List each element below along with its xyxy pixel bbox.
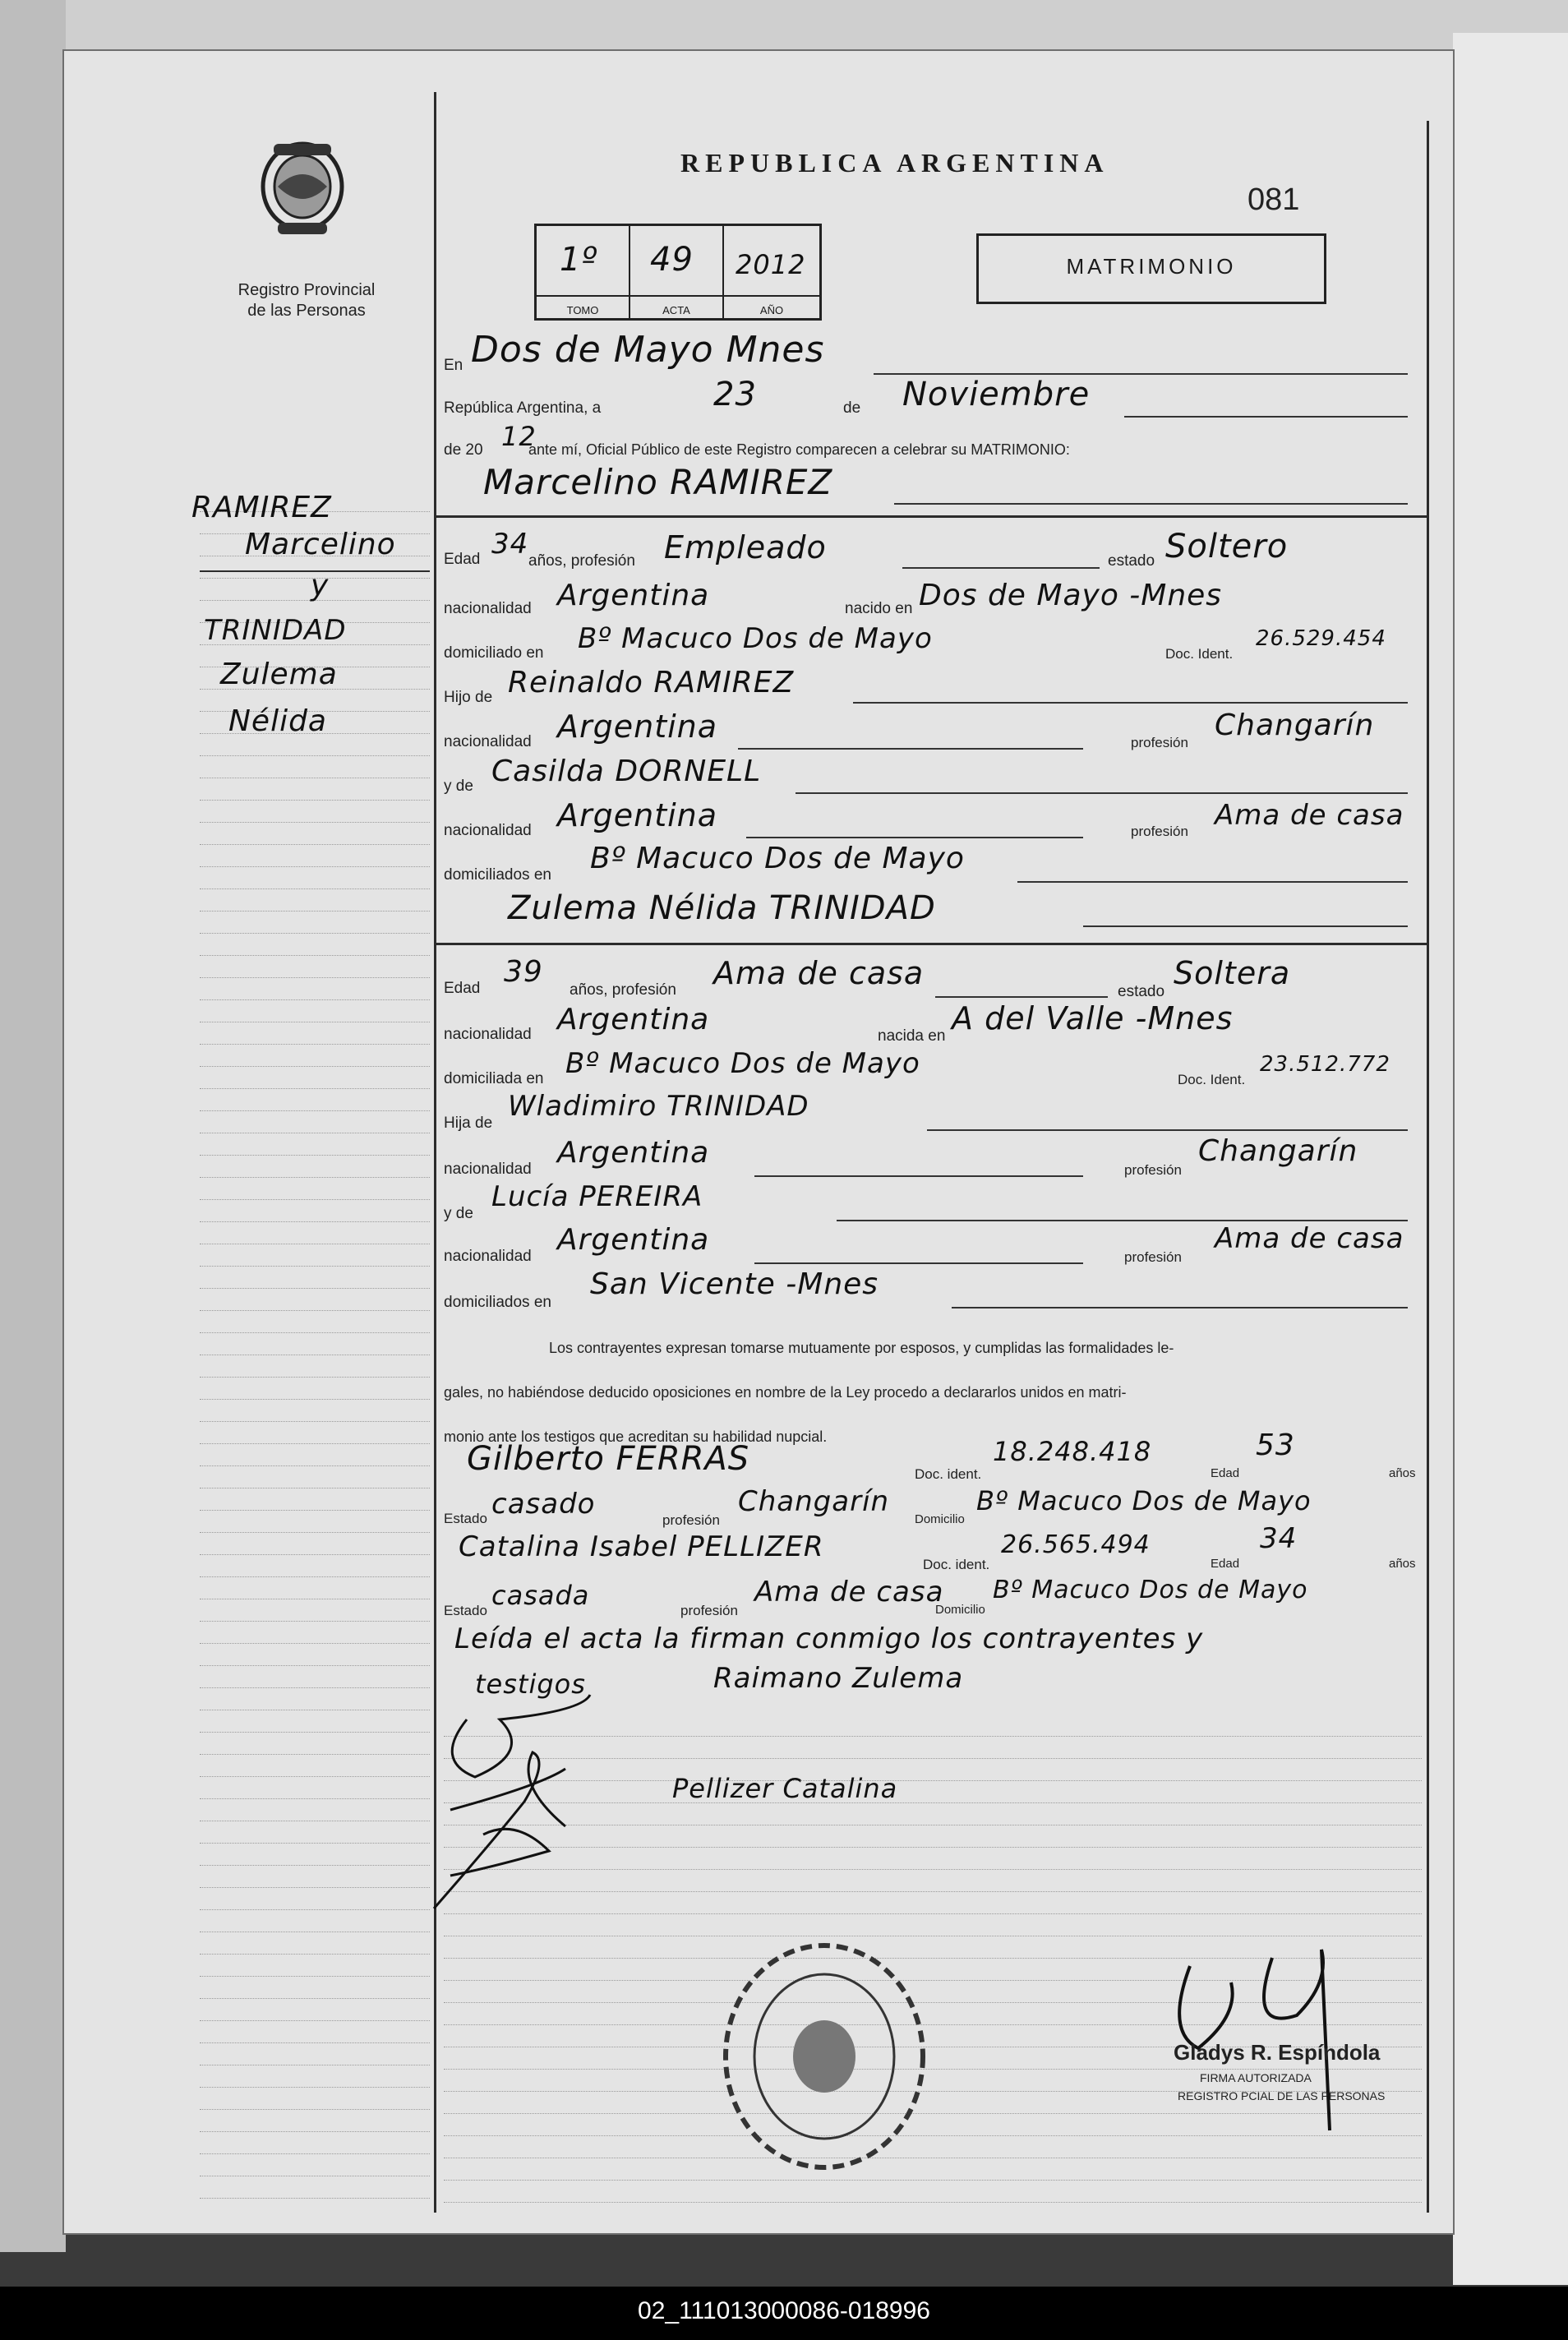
witness1-doc: 18.248.418 [993,1436,1152,1467]
ruled-line [200,1088,430,1089]
bride-birthplace: A del Valle -Mnes [952,1000,1234,1036]
groom-mother-profession: Ama de casa [1215,799,1404,832]
bride-address: Bº Macuco Dos de Mayo [565,1047,920,1080]
margin-conjunction: y [311,569,330,602]
background-top [0,0,1568,58]
ruled-line [200,1288,430,1289]
groom-name: Marcelino RAMIREZ [483,462,833,502]
ruled-line [200,933,430,934]
ruled-line [200,888,430,889]
margin-name3: Nélida [228,704,327,738]
ruled-line [200,1643,430,1644]
ruled-line [200,1887,430,1888]
tomo-value: 1º [560,241,598,279]
signature-text2: Pellizer Catalina [672,1773,898,1804]
ruled-line [200,1909,430,1910]
book-reference-box [534,224,822,321]
act-type: MATRIMONIO [1066,254,1237,279]
ruled-line [200,866,430,867]
groom-address: Bº Macuco Dos de Mayo [578,622,933,655]
ruled-line [200,1510,430,1511]
agency-line1: Registro Provincial [238,281,376,299]
ruled-line [200,1044,430,1045]
groom-doc: 26.529.454 [1256,626,1386,651]
ruled-line [200,1155,430,1156]
witness1-status: casado [491,1488,596,1521]
ruled-line [200,1532,430,1533]
ruled-line [200,1976,430,1977]
acta-value: 49 [650,241,694,279]
witness1-age: 53 [1256,1428,1295,1462]
ruled-line [200,1443,430,1444]
ruled-line [200,1843,430,1844]
groom-parents-address: Bº Macuco Dos de Mayo [590,842,965,875]
witness1-address: Bº Macuco Dos de Mayo [976,1485,1312,1516]
closing-handwritten-line2: testigos [475,1668,586,1700]
ruled-line [200,1621,430,1622]
ruled-line [200,755,430,756]
ruled-line [200,2131,430,2132]
tomo-label: TOMO [566,304,599,316]
official-title1: FIRMA AUTORIZADA [1200,2071,1312,2084]
bride-profession: Ama de casa [713,955,925,991]
day: 23 [713,376,757,413]
ruled-line [200,955,430,956]
ruled-line [200,1110,430,1111]
country-title: REPUBLICA ARGENTINA [680,148,1109,178]
ruled-line [200,2042,430,2043]
ruled-line [200,977,430,978]
ruled-line [200,1687,430,1688]
ruled-line [200,1399,430,1400]
bride-signature-icon [417,1662,631,1925]
ruled-line [200,1776,430,1777]
ruled-line [200,2153,430,2154]
bride-mother: Lucía PEREIRA [491,1180,703,1213]
groom-mother-nationality: Argentina [557,797,718,833]
ano-label: AÑO [759,304,784,316]
register-page: Registro Provincial de las Personas REPUBLICA ARGENTINA 081 1º TOMO 49 ACTA 2012 AÑO MATRIMONIO RAMIREZ Marcelino y TRINIDAD Zulema Nélida En Dos de Mayo Mnes República Argentina, a 23 de Noviembre de 20 12 ante mí, Oficial Público de este Registro comparecen a celebrar su MATRIMONIO: Marcelino RAMIREZ Edad 34 años, profesión Empleado estado Soltero nacionalidad Argentina nacido en Dos de Mayo -Mnes domiciliado en Bº Macuco Dos de Mayo Doc. Ident. 26.529.454 Hijo de Reinaldo RAMIREZ nacionalidad Argentina profesión Changarín y de Casilda DORNELL nacionalidad Argentina profesión Ama de casa domiciliados en Bº Macuco Dos de Mayo Zulema Nélida TRINIDAD Edad 39 años, profesión Ama de casa estado Soltera nacionalidad Argentina nacida en A del Valle -Mnes domiciliada en Bº Macuco Dos de Mayo Doc. Ident. 23.512.772 Hija de Wladimiro TRINIDAD nacionalidad Argentina profesión Changarín y de Lucía PEREIRA nacionalidad Argentina profesión Ama de casa domiciliados en San Vicente -Mnes Los contrayentes expresan tomarse mutuamente por esposos, y cumplidas las formalidades le- gales, no habiéndose deducido oposiciones en nombre de la Ley procedo a declararlos unidos en matri- monio ante los testigos que acreditan su habilidad nupcial. Gilberto FERRAS Doc. ident. 18.248.418 Edad 53 años Estado casado profesión Changarín Domicilio Bº Macuco Dos de Mayo Catalina Isabel PELLIZER Doc. ident. 26.565.494 Edad 34 años Estado casada profesión Ama de casa Domicilio Bº Macuco Dos de Mayo Leída el acta la firman conmigo los contrayentes y testigos Raimano Zulema Pellizer Catalina Gladys R. Espíndola FIRMA AUTORIZADA REGISTRO PCIAL DE LAS PERSONAS [64,51,1453,2233]
ruled-line [444,2180,1422,2181]
groom-father: Reinaldo RAMIREZ [508,666,795,699]
ruled-line [200,2198,430,2199]
groom-profession: Empleado [664,529,827,565]
ruled-line [200,1554,430,1555]
book-edge [1453,33,1568,2285]
background-left [0,0,66,2252]
witness1-name: Gilberto FERRAS [467,1440,750,1478]
ruled-line [200,1665,430,1666]
ruled-line [200,844,430,845]
ruled-line [200,911,430,912]
witness2-doc: 26.565.494 [1001,1530,1151,1559]
ruled-line [200,1377,430,1378]
intro-text: ante mí, Oficial Público de este Registro comparecen a celebrar su MATRIMONIO: [528,441,1070,458]
bride-parents-address: San Vicente -Mnes [590,1267,879,1301]
ruled-line [200,1177,430,1178]
year-suffix: 12 [501,421,537,452]
image-caption: 02_111013000086-018996 [638,2297,930,2324]
closing-line1: Los contrayentes expresan tomarse mutuamente por esposos, y cumplidas las formalidades le- [549,1340,1174,1356]
ruled-line [200,1998,430,1999]
witness2-address: Bº Macuco Dos de Mayo [993,1576,1308,1604]
ruled-line [200,1199,430,1200]
right-border [1427,121,1429,2213]
ruled-line [200,1221,430,1222]
ruled-line [200,1576,430,1577]
groom-nationality: Argentina [557,579,710,612]
bride-status: Soltera [1174,955,1291,991]
margin-surname2: TRINIDAD [204,614,347,647]
ruled-line [200,800,430,801]
groom-age: 34 [491,528,529,561]
ano-value: 2012 [736,249,806,280]
witness1-profession: Changarín [738,1485,890,1518]
ruled-line [200,1954,430,1955]
agency-line2: de las Personas [247,302,366,320]
ruled-line [200,2087,430,2088]
ruled-line [444,2202,1422,2203]
ruled-line [200,1465,430,1466]
ruled-line [200,1266,430,1267]
margin-surname1: RAMIREZ [191,491,332,524]
witness2-age: 34 [1260,1522,1298,1555]
bride-doc: 23.512.772 [1260,1052,1390,1077]
bride-age: 39 [504,955,543,989]
ruled-line [200,822,430,823]
province-seal-icon [245,137,360,244]
groom-status: Soltero [1165,528,1289,565]
ruled-line [200,1310,430,1311]
ruled-line [200,1865,430,1866]
ruled-line [200,1754,430,1755]
bride-father: Wladimiro TRINIDAD [508,1090,809,1123]
acta-label: ACTA [662,304,690,316]
groom-birthplace: Dos de Mayo -Mnes [919,579,1223,612]
closing-line2: gales, no habiéndose deducido oposiciones en nombre de la Ley procedo a declararlos unidos en matri- [444,1384,1127,1401]
margin-name2: Zulema [220,658,338,691]
ruled-line [200,1421,430,1422]
ruled-line [200,1798,430,1799]
groom-father-profession: Changarín [1215,708,1375,742]
bride-mother-profession: Ama de casa [1215,1222,1404,1255]
ruled-line [200,1732,430,1733]
bride-nationality: Argentina [557,1003,710,1036]
page-number: 081 [1247,182,1300,217]
bride-name: Zulema Nélida TRINIDAD [508,889,936,927]
groom-mother: Casilda DORNELL [491,755,762,788]
signature-text1: Raimano Zulema [713,1662,964,1695]
ruled-line [200,2109,430,2110]
witness2-name: Catalina Isabel PELLIZER [459,1530,824,1563]
closing-handwritten-line1: Leída el acta la firman conmigo los contrayentes y [454,1622,1204,1655]
month: Noviembre [902,376,1091,413]
ruled-line [200,999,430,1000]
bride-father-profession: Changarín [1198,1134,1358,1168]
bride-mother-nationality: Argentina [557,1223,710,1257]
closing-line3: monio ante los testigos que acreditan su habilidad nupcial. [444,1428,828,1445]
place: Dos de Mayo Mnes [471,329,825,371]
ruled-line [200,1332,430,1333]
ruled-line [200,2020,430,2021]
act-type-box [976,233,1326,304]
bride-father-nationality: Argentina [557,1136,710,1170]
ruled-line [200,1066,430,1067]
witness2-profession: Ama de casa [754,1576,944,1608]
groom-father-nationality: Argentina [557,708,718,745]
official-title2: REGISTRO PCIAL DE LAS PERSONAS [1178,2089,1386,2102]
official-seal-icon [713,1933,935,2180]
official-name: Gladys R. Espíndola [1174,2040,1381,2065]
witness2-status: casada [491,1580,590,1611]
margin-name1: Marcelino [245,528,396,561]
